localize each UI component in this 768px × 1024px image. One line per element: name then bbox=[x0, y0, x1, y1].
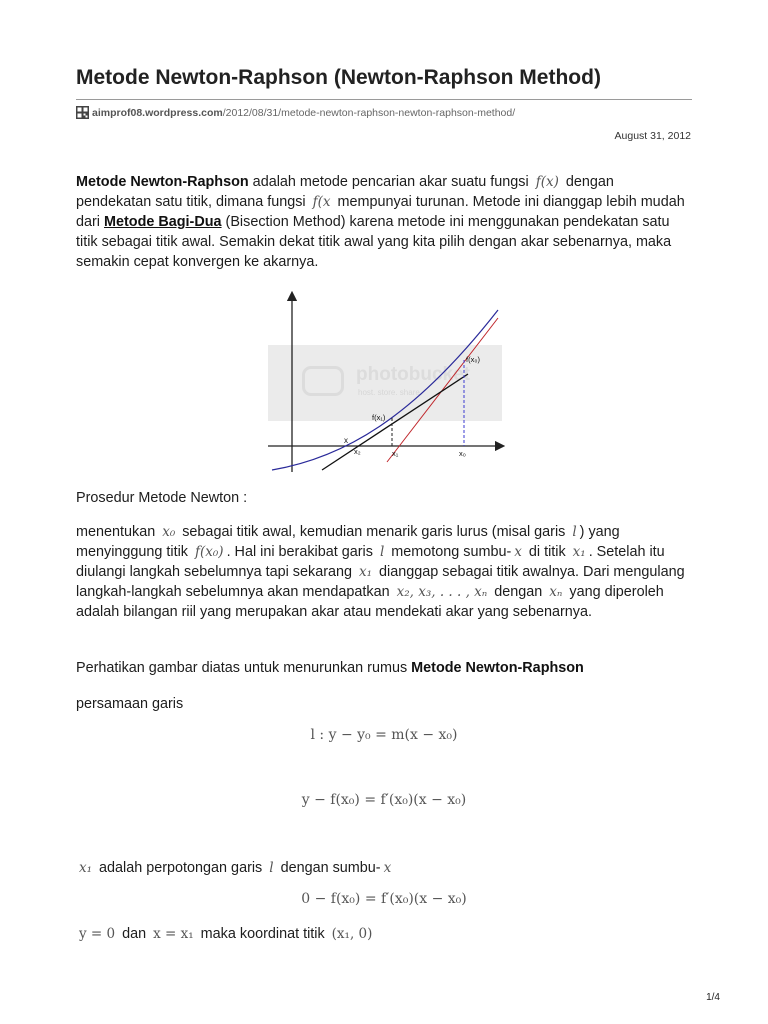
bisection-method-link[interactable]: Metode Bagi-Dua bbox=[104, 214, 222, 230]
math-fx: f(x) bbox=[535, 174, 559, 190]
math-point: (x₁, 0) bbox=[331, 926, 373, 942]
math-fx0: f(x₀) bbox=[195, 544, 224, 560]
attention-bold-term: Metode Newton-Raphson bbox=[411, 660, 584, 676]
page-number: 1/4 bbox=[706, 992, 720, 1003]
procedure-text: . Hal ini berakibat garis bbox=[226, 544, 377, 560]
site-favicon-icon bbox=[76, 106, 89, 119]
math-x-eq-x1: x = x₁ bbox=[153, 926, 194, 942]
procedure-text: memotong sumbu- bbox=[387, 544, 512, 560]
label-x: x bbox=[344, 436, 348, 445]
math-x1: x₁ bbox=[79, 860, 93, 876]
procedure-text: dengan bbox=[490, 584, 547, 600]
intersection-paragraph bbox=[76, 858, 692, 878]
intersection-text: dengan sumbu- bbox=[276, 860, 381, 876]
coordinate-text: dan bbox=[118, 926, 151, 942]
intro-text: dengan pendekatan satu titik, dimana fungsi bbox=[76, 174, 614, 210]
math-sequence: x₂, x₃, . . . , xₙ bbox=[396, 584, 488, 600]
label-x0: x₀ bbox=[459, 449, 466, 458]
attention-paragraph bbox=[76, 658, 692, 678]
intro-text: mempunyai turunan. Metode ini dianggap lebih mudah dari bbox=[76, 194, 685, 230]
intro-paragraph bbox=[76, 172, 692, 272]
intro-text: adalah metode pencarian akar suatu fungsi bbox=[248, 174, 533, 190]
procedure-text: ) yang menyinggung titik bbox=[76, 524, 620, 560]
title-divider bbox=[76, 99, 692, 100]
intro-text: (Bisection Method) karena metode ini menggunakan pendekatan satu titik sebagai titik awal. Semakin dekat titik awal yang kita pilih dengan akar sebenarnya, maka semakin cepat konvergen ke akarnya. bbox=[76, 214, 672, 270]
math-x1: x₁ bbox=[359, 564, 373, 580]
procedure-text: menentukan bbox=[76, 524, 160, 540]
label-x1: x₁ bbox=[392, 449, 399, 458]
attention-text: Perhatikan gambar diatas untuk menurunkan rumus bbox=[76, 660, 412, 676]
procedure-text: yang diperoleh adalah bilangan riil yang merupakan akar atau mendekati akar yang sebenarnya. bbox=[76, 584, 664, 620]
math-x0: x₀ bbox=[162, 524, 176, 540]
procedure-text: dianggap sebagai titik awalnya. Dari mengulang langkah-langkah sebelumnya akan mendapatkan bbox=[76, 564, 685, 600]
page-title: Metode Newton-Raphson (Newton-Raphson Method) bbox=[76, 66, 601, 89]
intro-bold-term: Metode Newton-Raphson bbox=[76, 174, 249, 190]
math-xn: xₙ bbox=[549, 584, 563, 600]
coordinate-text: maka koordinat titik bbox=[196, 926, 329, 942]
math-l: l bbox=[379, 544, 385, 560]
source-path[interactable]: /2012/08/31/metode-newton-raphson-newton-raphson-method/ bbox=[222, 106, 516, 119]
watermark-subtext: host. store. share. bbox=[358, 388, 423, 397]
equation-line: l : y − y₀ = m(x − x₀) bbox=[310, 727, 458, 743]
intersection-text: adalah perpotongan garis bbox=[95, 860, 267, 876]
equation-tangent: y − f(x₀) = f′(x₀)(x − x₀) bbox=[301, 792, 467, 808]
label-x2: x₂ bbox=[354, 447, 361, 456]
source-domain[interactable]: aimprof08.wordpress.com bbox=[92, 106, 223, 119]
procedure-paragraph bbox=[76, 522, 692, 622]
math-y-zero: y = 0 bbox=[79, 926, 116, 942]
math-x: x bbox=[383, 860, 392, 876]
procedure-text: sebagai titik awal, kemudian menarik garis lurus (misal garis bbox=[178, 524, 570, 540]
math-l: l bbox=[572, 524, 577, 540]
line-equation-label: persamaan garis bbox=[76, 696, 184, 712]
math-l: l bbox=[269, 860, 274, 876]
math-x: x bbox=[514, 544, 522, 560]
publish-date: August 31, 2012 bbox=[614, 130, 691, 142]
math-fx: f(x bbox=[312, 194, 331, 210]
coordinate-paragraph bbox=[76, 924, 692, 944]
procedure-text: . Setelah itu diulangi langkah sebelumnya tapi sekarang bbox=[76, 544, 665, 580]
math-x1: x₁ bbox=[572, 544, 586, 560]
procedure-heading: Prosedur Metode Newton : bbox=[76, 490, 248, 506]
equation-zero: 0 − f(x₀) = f′(x₀)(x − x₀) bbox=[301, 891, 467, 907]
watermark-text: photobucket bbox=[356, 364, 470, 385]
newton-raphson-diagram bbox=[262, 290, 508, 476]
label-fx1: f(x₁) bbox=[372, 413, 386, 422]
procedure-text: di titik bbox=[524, 544, 570, 560]
label-fx0: f(x₀) bbox=[466, 355, 480, 364]
source-url[interactable] bbox=[76, 106, 515, 119]
